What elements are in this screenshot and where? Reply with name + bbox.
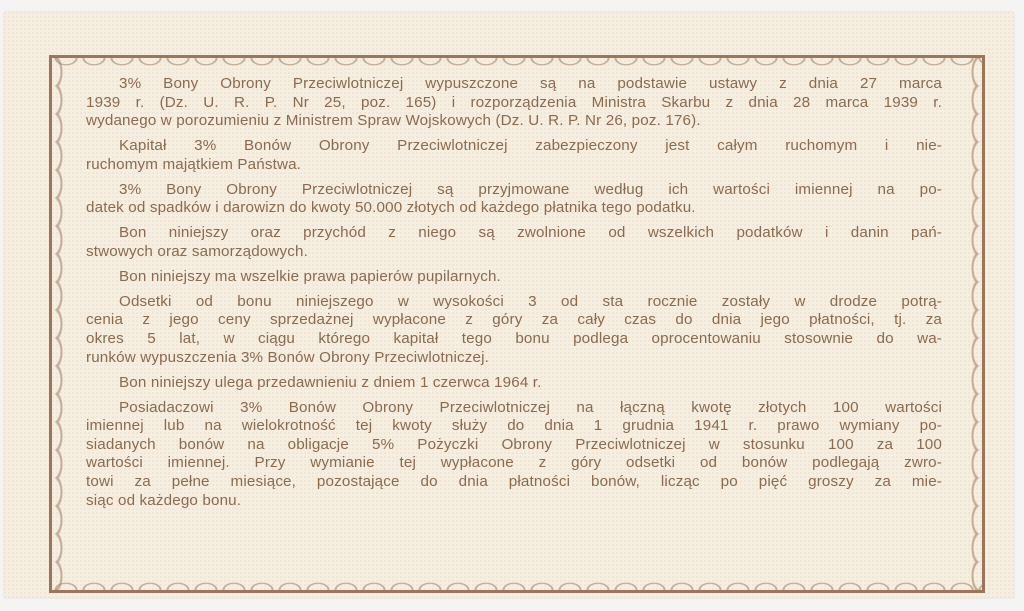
text-line: Bon niniejszy ulega przedawnieniu z dniem 1 czerwca 1964 r. [119,373,542,391]
text-line: siąc od każdego bonu. [86,491,242,509]
text-line: ruchomym majątkiem Państwa. [86,155,302,173]
paragraph-tax-acceptance [86,181,942,218]
text-line: runków wypuszczenia 3% Bonów Obrony Przeciwlotniczej. [86,348,489,366]
guilloche-border-bottom [52,576,982,590]
paragraph-exchange-right [86,399,942,511]
text-line: stwowych oraz samorządowych. [86,242,308,260]
text-line: datek od spadków i darowizn do kwoty 50.000 złotych od każdego płatnika tego podatku. [86,199,696,217]
text-line: 3% Bony Obrony Przeciwlotniczej wypuszczone są na podstawie ustawy z dnia 27 marca [119,75,942,92]
text-line: Bon niniejszy ma wszelkie prawa papierów pupilarnych. [119,267,501,285]
paragraph-pupillary-rights [86,268,942,287]
paragraph-interest [86,293,942,367]
text-line: towi za pełne miesiące, pozostające do dnia płatności bonów, licząc po pięć groszy za mie- [86,473,942,491]
text-line: okres 5 lat, w ciągu którego kapitał tego bonu podlega oprocentowaniu stosownie do wa- [86,330,942,348]
paragraph-tax-exemption [86,224,942,261]
text-line: wartości imiennej. Przy wymianie tej wypłacone z góry odsetki od bonów podlegają zwro- [86,454,942,472]
paragraph-capital-security [86,137,942,174]
guilloche-border-left [52,58,66,590]
paragraph-legal-basis [86,75,942,131]
text-line: Kapitał 3% Bonów Obrony Przeciwlotniczej zabezpieczony jest całym ruchomym i nie- [119,137,942,155]
text-line: 3% Bony Obrony Przeciwlotniczej są przyjmowane według ich wartości imiennej na po- [119,180,942,198]
text-line: Odsetki od bonu niniejszego w wysokości 3 od sta rocznie zostały w drodze potrą- [119,292,942,310]
guilloche-border-top [52,58,982,72]
paragraph-limitation [86,374,942,393]
text-line: siadanych bonów na obligacje 5% Pożyczki Obrony Przeciwlotniczej w stosunku 100 za 100 [86,435,942,453]
text-line: Posiadaczowi 3% Bonów Obrony Przeciwlotniczej na łączną kwotę złotych 100 wartości [119,398,942,416]
text-line: Bon niniejszy oraz przychód z niego są zwolnione od wszelkich podatków i danin pań- [119,224,942,242]
text-line: cenia z jego ceny sprzedażnej wypłacone z góry za cały czas do dnia jego płatności, tj. za [86,311,942,329]
text-line: wydanego w porozumieniu z Ministrem Spraw Wojskowych (Dz. U. R. P. Nr 26, poz. 176). [86,112,701,130]
text-line: imiennej lub na wielokrotność tej kwoty służy do dnia 1 grudnia 1941 r. prawo wymiany po- [86,417,942,435]
guilloche-border-right [968,58,982,590]
text-line: 1939 r. (Dz. U. R. P. Nr 25, poz. 165) i rozporządzenia Ministra Skarbu z dnia 28 marca 1939 r. [86,93,942,111]
bond-terms-text [86,75,942,517]
